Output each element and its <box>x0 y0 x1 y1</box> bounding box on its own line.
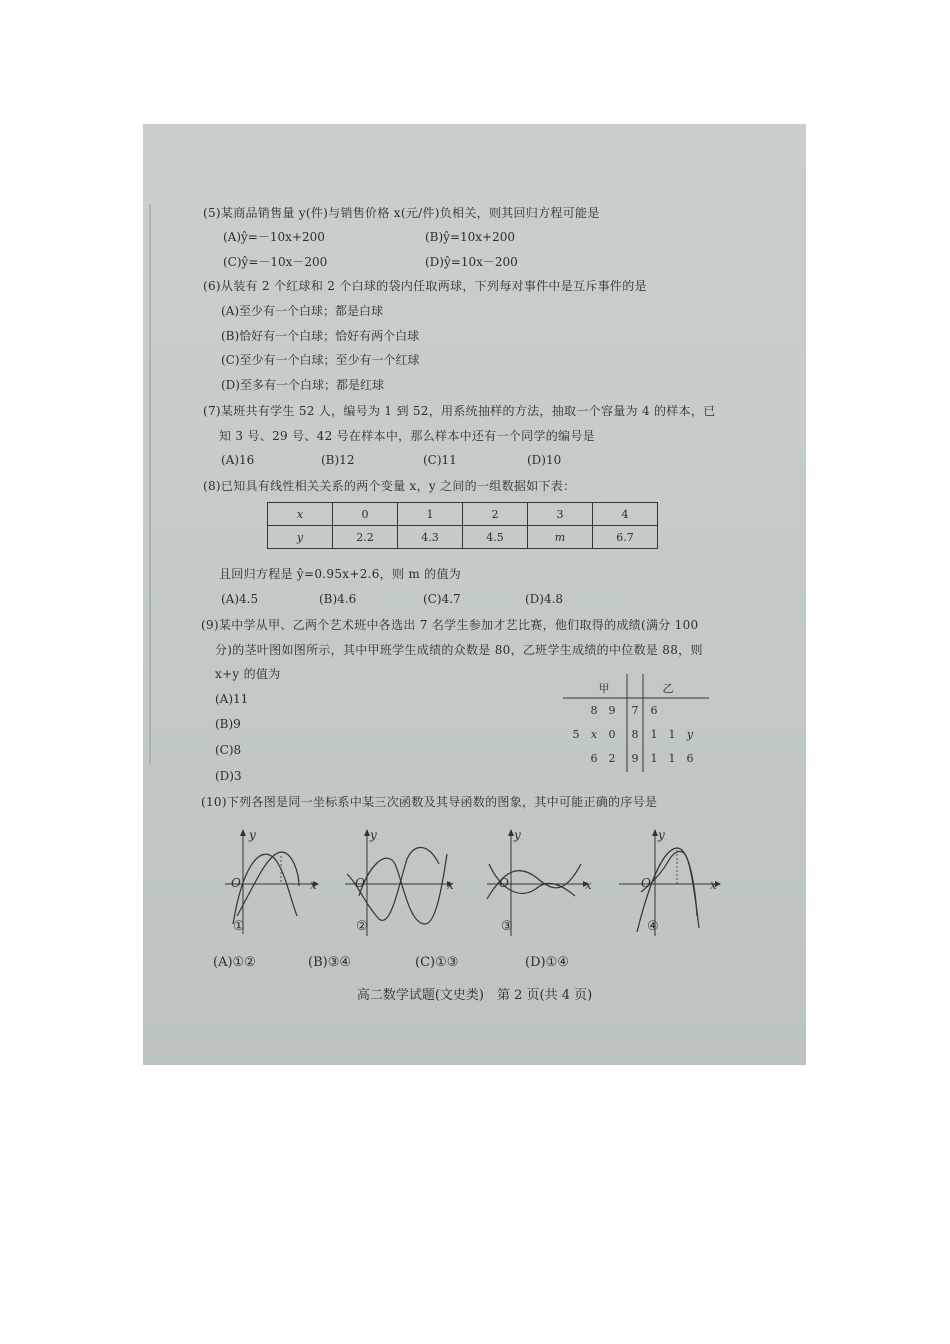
axis-y-label: y <box>249 828 257 842</box>
q5-option-b: (B)ŷ=10x+200 <box>425 230 516 244</box>
q5-option-d: (D)ŷ=10x－200 <box>425 255 518 269</box>
page-footer: 高二数学试题(文史类) 第 2 页(共 4 页) <box>356 988 593 1003</box>
graph-label-2: ② <box>356 919 368 934</box>
q10-option-b: (B)③④ <box>308 955 352 970</box>
axis-x-label: x <box>310 878 318 892</box>
leaf-left: 5 <box>572 728 580 741</box>
leaf-right: 1 <box>668 752 676 765</box>
q9-option-d: (D)3 <box>215 769 242 783</box>
q9-stem-leaf-plot <box>561 674 711 774</box>
q5-option-a: (A)ŷ=－10x+200 <box>223 230 325 244</box>
origin-label: O <box>231 876 242 890</box>
axis-x-label: x <box>585 878 593 892</box>
q7-line2: 知 3 号、29 号、42 号在样本中，那么样本中还有一个同学的编号是 <box>219 429 595 443</box>
q6-option-a: (A)至少有一个白球；都是白球 <box>221 304 384 318</box>
q9-line1: (9)某中学从甲、乙两个艺术班中各选出 7 名学生参加才艺比赛，他们取得的成绩(满分 100 <box>201 618 699 632</box>
q8-cell: 4.5 <box>463 526 528 549</box>
leaf-left: 8 <box>590 704 598 717</box>
leaf-right: 6 <box>650 704 658 717</box>
q8-cell: 2.2 <box>333 526 398 549</box>
q8-option-c: (C)4.7 <box>423 592 461 606</box>
q8-after: 且回归方程是 ŷ=0.95x+2.6，则 m 的值为 <box>219 567 462 581</box>
q8-cell: 6.7 <box>593 526 658 549</box>
leaf-right: 1 <box>668 728 676 741</box>
stem-value: 8 <box>631 728 639 741</box>
q8-data-table <box>267 502 658 549</box>
stem-leaf-head-right: 乙 <box>662 682 674 695</box>
stem-leaf-head-left: 甲 <box>598 682 610 695</box>
q6-option-c: (C)至少有一个白球；至少有一个红球 <box>221 353 420 367</box>
graph-label-1: ① <box>233 919 245 934</box>
axis-x-label: x <box>447 878 455 892</box>
q8-stem: (8)已知具有线性相关关系的两个变量 x，y 之间的一组数据如下表： <box>203 479 576 493</box>
q7-option-b: (B)12 <box>321 453 355 467</box>
leaf-left: 2 <box>608 752 616 765</box>
q10-option-c: (C)①③ <box>415 955 459 970</box>
q8-cell: 4.3 <box>398 526 463 549</box>
q8-cell: 4 <box>593 503 658 526</box>
q8-cell: 1 <box>398 503 463 526</box>
axis-y-label: y <box>658 828 666 842</box>
q7-line1: (7)某班共有学生 52 人，编号为 1 到 52，用系统抽样的方法，抽取一个容量为 4 的样本，已 <box>203 404 716 418</box>
q8-option-a: (A)4.5 <box>221 592 259 606</box>
q10-option-a: (A)①② <box>213 955 256 970</box>
page-fold-shadow <box>149 204 151 764</box>
stem-value: 7 <box>631 704 639 717</box>
q7-option-c: (C)11 <box>423 453 457 467</box>
leaf-right: 1 <box>650 728 658 741</box>
q8-row-x <box>268 503 658 526</box>
q8-cell: 2 <box>463 503 528 526</box>
q6-stem: (6)从装有 2 个红球和 2 个白球的袋内任取两球，下列每对事件中是互斥事件的是 <box>203 279 647 293</box>
q8-cell: y <box>268 526 333 549</box>
q5-option-c: (C)ŷ=－10x－200 <box>223 255 328 269</box>
origin-label: O <box>355 876 366 890</box>
q8-option-b: (B)4.6 <box>319 592 357 606</box>
q8-cell: 0 <box>333 503 398 526</box>
q8-cell: x <box>268 503 333 526</box>
graph-label-3: ③ <box>501 919 513 934</box>
stem-value: 9 <box>631 752 639 765</box>
q9-line2: 分)的茎叶图如图所示，其中甲班学生成绩的众数是 80，乙班学生成绩的中位数是 88，则 <box>215 643 703 657</box>
q9-line3: x+y 的值为 <box>215 667 281 681</box>
exam-photo <box>143 124 806 1065</box>
q8-row-y <box>268 526 658 549</box>
origin-label: O <box>499 876 510 890</box>
q6-option-b: (B)恰好有一个白球；恰好有两个白球 <box>221 329 420 343</box>
q8-cell: m <box>528 526 593 549</box>
leaf-left: 9 <box>608 704 616 717</box>
q9-option-c: (C)8 <box>215 743 242 757</box>
axis-x-label: x <box>710 878 718 892</box>
q9-option-a: (A)11 <box>215 692 249 706</box>
q8-cell: 3 <box>528 503 593 526</box>
origin-label: O <box>641 876 652 890</box>
leaf-right: 6 <box>686 752 694 765</box>
q10-option-d: (D)①④ <box>525 955 569 970</box>
leaf-left: 0 <box>608 728 616 741</box>
leaf-right: y <box>686 728 694 741</box>
leaf-left: 6 <box>590 752 598 765</box>
leaf-right: 1 <box>650 752 658 765</box>
q7-option-a: (A)16 <box>221 453 255 467</box>
q9-option-b: (B)9 <box>215 717 241 731</box>
axis-y-label: y <box>514 828 522 842</box>
q8-option-d: (D)4.8 <box>525 592 564 606</box>
q5-stem: (5)某商品销售量 y(件)与销售价格 x(元/件)负相关，则其回归方程可能是 <box>203 206 600 220</box>
q7-option-d: (D)10 <box>527 453 562 467</box>
leaf-left: x <box>590 728 598 741</box>
q10-stem: (10)下列各图是同一坐标系中某三次函数及其导函数的图象，其中可能正确的序号是 <box>201 795 658 809</box>
q6-option-d: (D)至多有一个白球；都是红球 <box>221 378 384 392</box>
axis-y-label: y <box>370 828 378 842</box>
graph-label-4: ④ <box>647 919 659 934</box>
